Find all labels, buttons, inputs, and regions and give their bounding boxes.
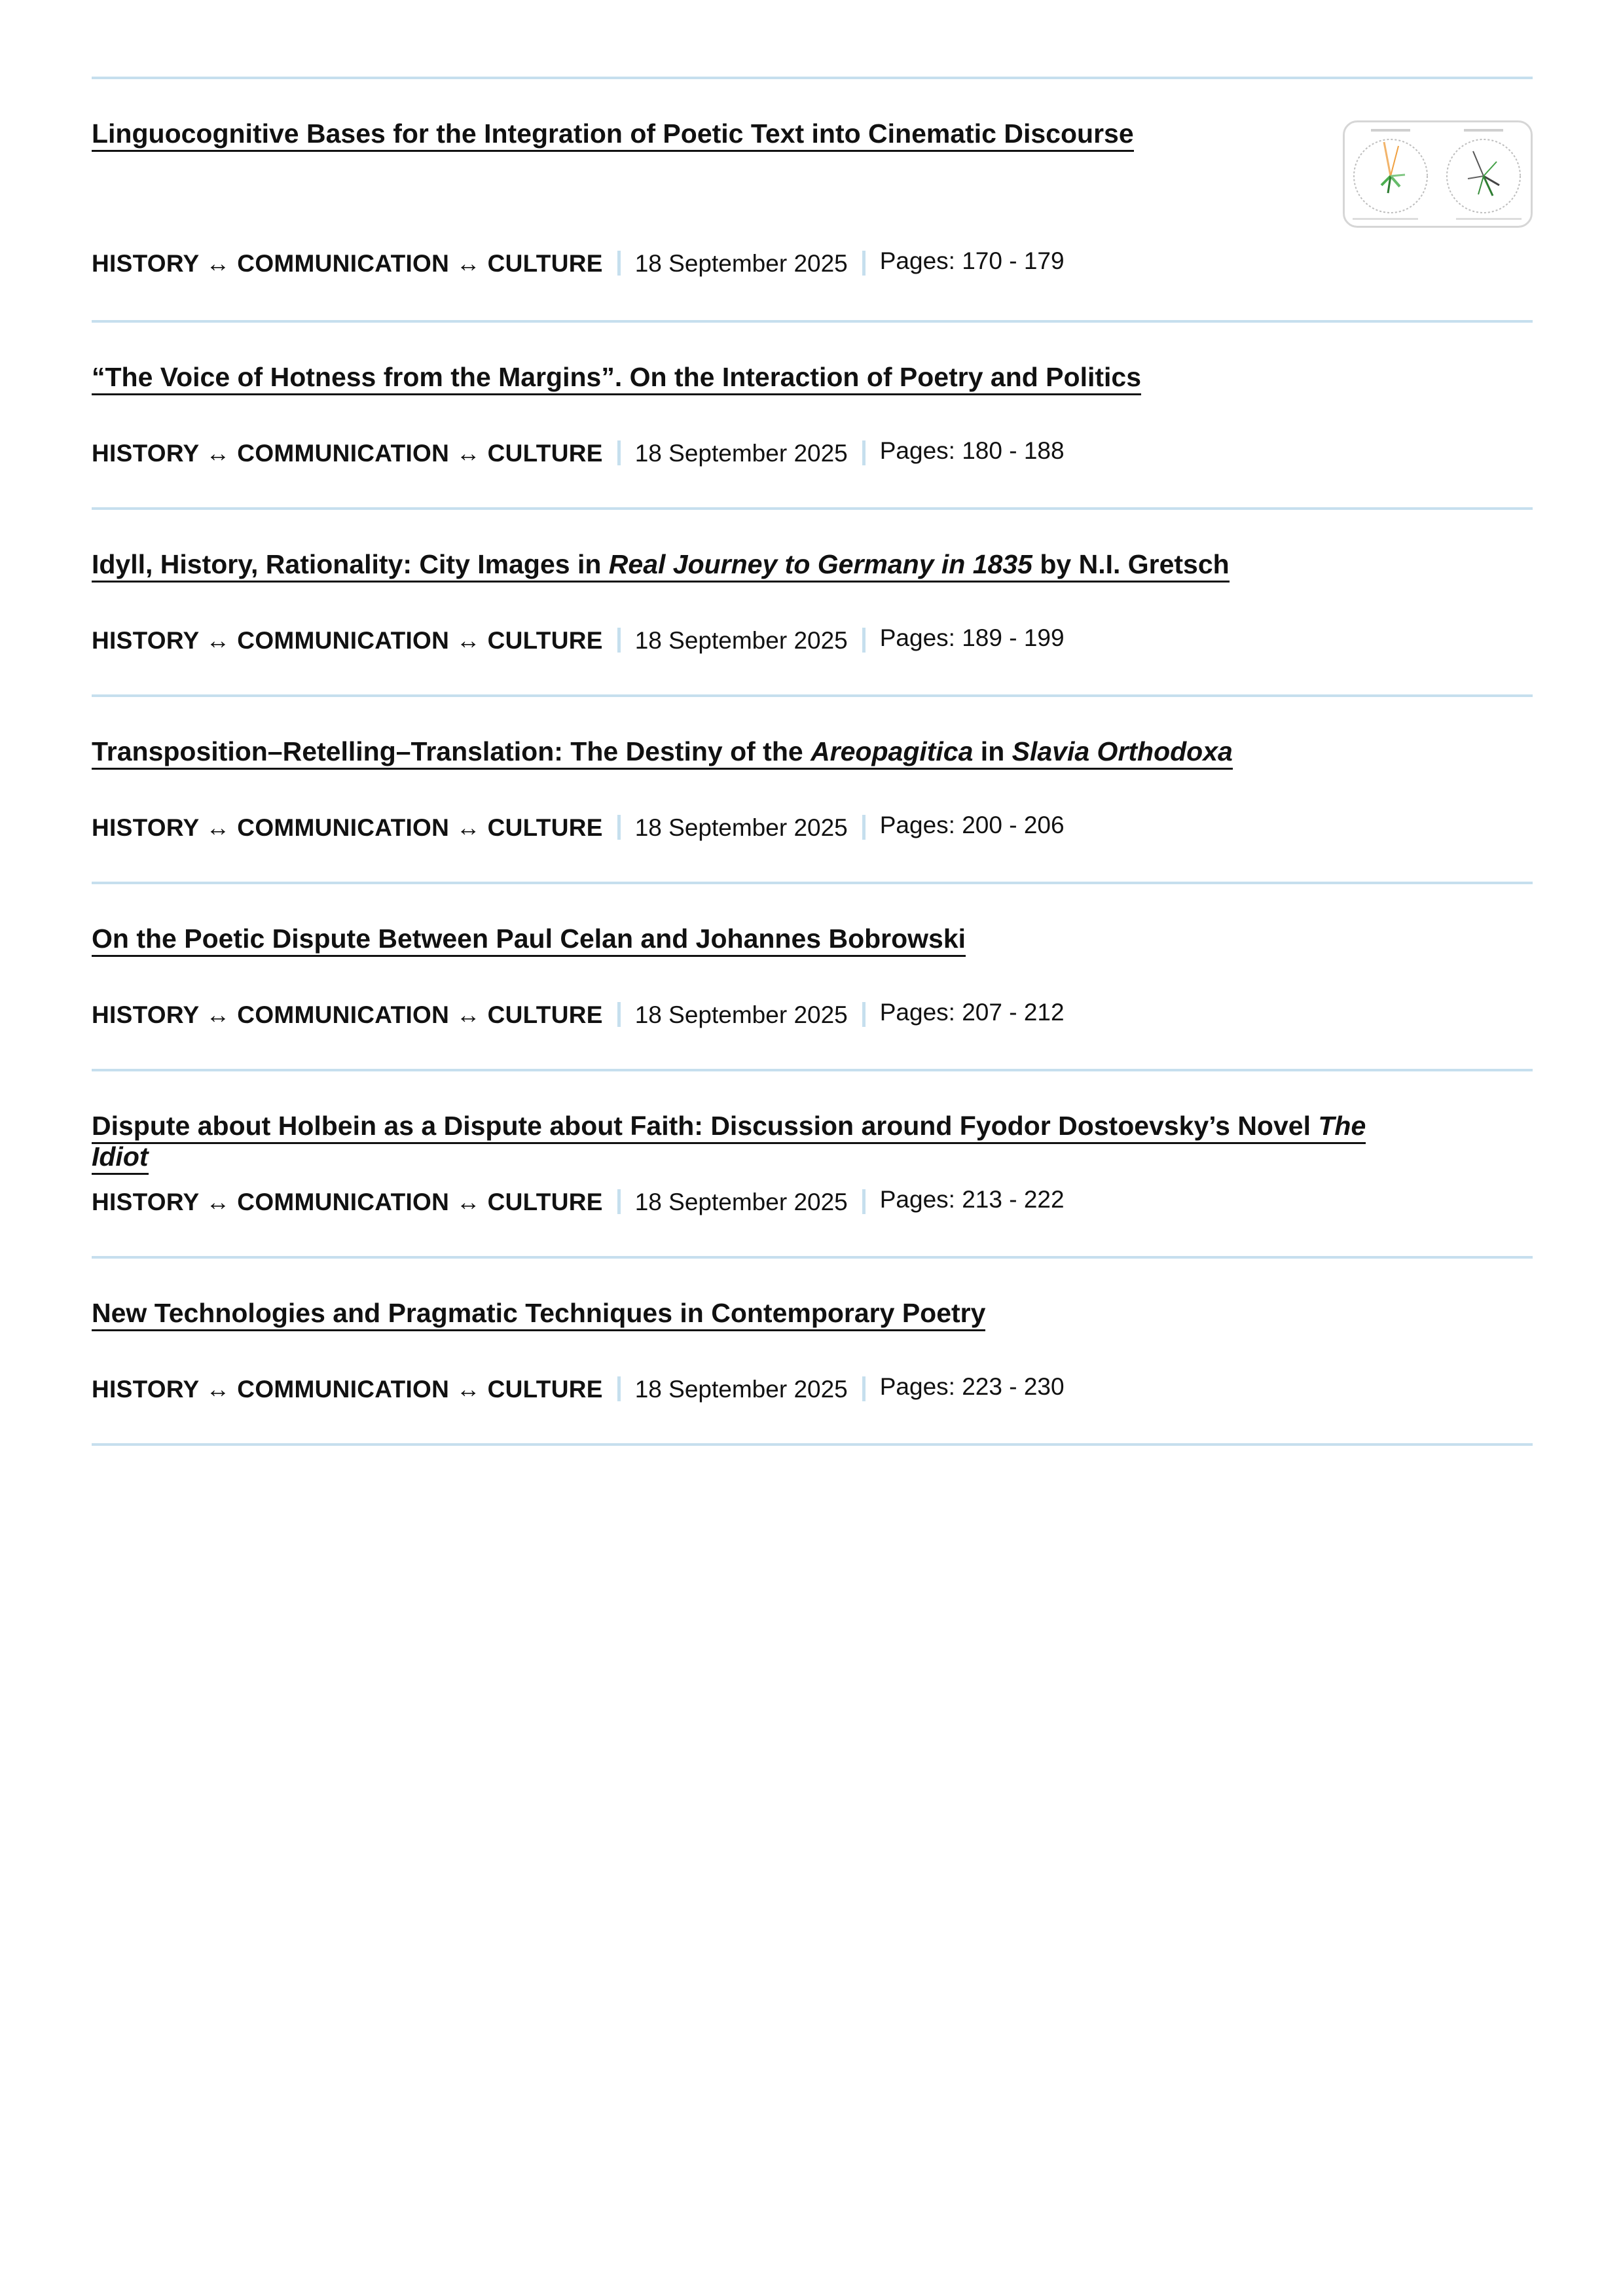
article-item — [92, 1071, 1533, 1259]
meta-divider — [862, 1002, 866, 1027]
title-segment: On the Poetic Dispute Between Paul Celan and Johannes Bobrowski — [92, 924, 966, 954]
section-link[interactable]: HISTORY ↔ COMMUNICATION ↔ CULTURE — [92, 1188, 603, 1215]
meta-divider — [862, 251, 866, 276]
article-title — [92, 1298, 985, 1329]
title-italic-segment: The Idiot — [92, 1111, 1366, 1172]
article-meta — [92, 998, 1065, 1028]
article-title-link[interactable] — [92, 736, 1233, 770]
article-title-link[interactable] — [92, 1111, 1366, 1175]
polar-diagram-thumbnail-icon — [1345, 122, 1531, 226]
article-title — [92, 549, 1230, 580]
article-item — [92, 79, 1533, 323]
page-range: Pages: 180 - 188 — [879, 437, 1065, 464]
article-title — [92, 736, 1233, 767]
publication-date: 18 September 2025 — [634, 626, 848, 654]
page-range: Pages: 200 - 206 — [879, 811, 1065, 838]
title-italic-segment: Real Journey to Germany in 1835 — [608, 549, 1032, 579]
article-title — [92, 118, 1134, 149]
article-meta — [92, 811, 1065, 841]
title-segment: Dispute about Holbein as a Dispute about Faith: Discussion around Fyodor Dostoevsky’s Novel — [92, 1111, 1319, 1141]
article-item — [92, 697, 1533, 884]
section-link[interactable]: HISTORY ↔ COMMUNICATION ↔ CULTURE — [92, 439, 603, 467]
page-range: Pages: 213 - 222 — [879, 1185, 1065, 1213]
meta-divider — [617, 1189, 621, 1214]
section-link[interactable]: HISTORY ↔ COMMUNICATION ↔ CULTURE — [92, 1375, 603, 1403]
meta-divider — [617, 251, 621, 276]
meta-divider — [617, 1376, 621, 1401]
page-range: Pages: 170 - 179 — [879, 247, 1065, 274]
publication-date: 18 September 2025 — [634, 1375, 848, 1403]
article-item — [92, 323, 1533, 510]
publication-date: 18 September 2025 — [634, 249, 848, 277]
meta-divider — [862, 628, 866, 653]
article-meta — [92, 437, 1065, 467]
title-segment: in — [973, 736, 1012, 766]
meta-divider — [617, 440, 621, 465]
title-segment: Linguocognitive Bases for the Integration of Poetic Text into Cinematic Discourse — [92, 118, 1134, 149]
article-meta — [92, 1372, 1065, 1403]
section-link[interactable]: HISTORY ↔ COMMUNICATION ↔ CULTURE — [92, 249, 603, 277]
publication-date: 18 September 2025 — [634, 1001, 848, 1028]
title-italic-segment: Slavia Orthodoxa — [1012, 736, 1233, 766]
title-italic-segment: Areopagitica — [811, 736, 974, 766]
section-link[interactable]: HISTORY ↔ COMMUNICATION ↔ CULTURE — [92, 1001, 603, 1028]
title-segment: New Technologies and Pragmatic Techniques in Contemporary Poetry — [92, 1298, 986, 1328]
article-meta — [92, 1185, 1065, 1215]
page-range: Pages: 189 - 199 — [879, 624, 1065, 651]
title-segment: Transposition–Retelling–Translation: The Destiny of the — [92, 736, 811, 766]
article-title — [92, 362, 1141, 393]
meta-divider — [862, 815, 866, 840]
article-title — [92, 1111, 1388, 1172]
meta-divider — [862, 1376, 866, 1401]
meta-divider — [617, 628, 621, 653]
article-title — [92, 924, 966, 954]
article-title-link[interactable] — [92, 1298, 985, 1331]
page-range: Pages: 223 - 230 — [879, 1372, 1065, 1400]
section-link[interactable]: HISTORY ↔ COMMUNICATION ↔ CULTURE — [92, 814, 603, 841]
article-item — [92, 1259, 1533, 1446]
article-thumbnail[interactable] — [1343, 120, 1533, 228]
article-title-link[interactable] — [92, 118, 1134, 152]
article-title-link[interactable] — [92, 924, 966, 957]
article-meta — [92, 247, 1065, 277]
publication-date: 18 September 2025 — [634, 814, 848, 841]
meta-divider — [617, 815, 621, 840]
publication-date: 18 September 2025 — [634, 1188, 848, 1215]
publication-date: 18 September 2025 — [634, 439, 848, 467]
meta-divider — [862, 440, 866, 465]
article-item — [92, 884, 1533, 1071]
article-item — [92, 510, 1533, 697]
meta-divider — [617, 1002, 621, 1027]
section-link[interactable]: HISTORY ↔ COMMUNICATION ↔ CULTURE — [92, 626, 603, 654]
article-title-link[interactable] — [92, 549, 1230, 583]
article-meta — [92, 624, 1065, 654]
page-range: Pages: 207 - 212 — [879, 998, 1065, 1026]
title-segment: “The Voice of Hotness from the Margins”. On the Interaction of Poetry and Politics — [92, 362, 1142, 392]
meta-divider — [862, 1189, 866, 1214]
title-segment: by N.I. Gretsch — [1032, 549, 1230, 579]
article-list — [92, 77, 1533, 1446]
title-segment: Idyll, History, Rationality: City Images in — [92, 549, 609, 579]
article-title-link[interactable] — [92, 362, 1141, 395]
